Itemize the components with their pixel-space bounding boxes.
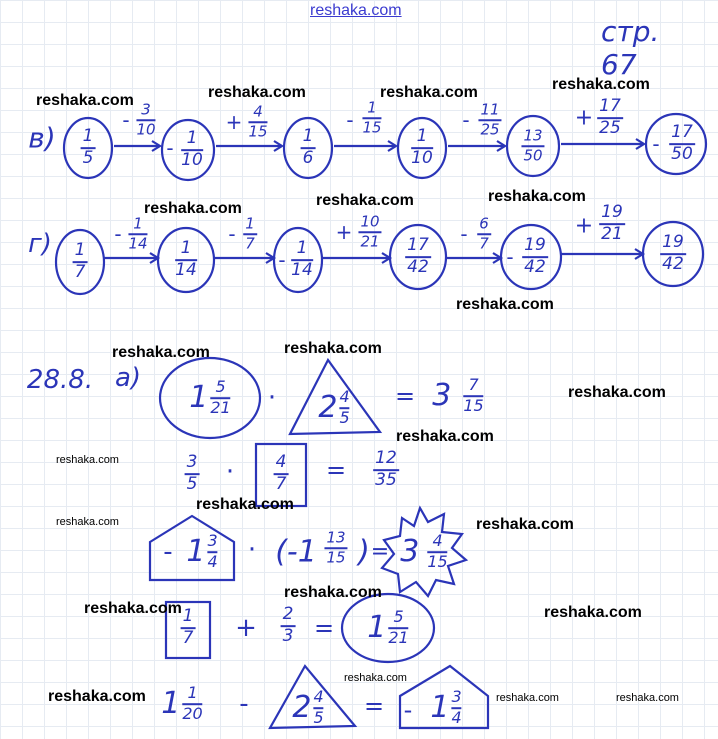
row-g-node-6: 19 42 bbox=[662, 232, 684, 274]
watermark: reshaka.com bbox=[616, 692, 679, 704]
eq3-eq: = bbox=[370, 539, 390, 565]
watermark: reshaka.com bbox=[488, 188, 586, 205]
watermark: reshaka.com bbox=[48, 688, 146, 705]
row-v-node-6-sign: - bbox=[652, 132, 660, 156]
task-part: а) bbox=[114, 363, 142, 393]
watermark: reshaka.com bbox=[568, 384, 666, 401]
eq4-op: + bbox=[235, 613, 257, 643]
watermark: reshaka.com bbox=[456, 296, 554, 313]
eq1-b: 2 4 5 bbox=[318, 387, 350, 427]
eq3-op: · bbox=[247, 535, 257, 565]
eq5-r-sign: - bbox=[403, 696, 413, 724]
row-g-node-4: 17 42 bbox=[407, 235, 429, 277]
eq5-a: 1 1 20 bbox=[161, 683, 203, 723]
eq3-a: 1 3 4 bbox=[186, 531, 218, 571]
eq3-a-sign: - bbox=[163, 537, 173, 567]
watermark: reshaka.com bbox=[380, 84, 478, 101]
row-g-step-4-op: - bbox=[460, 222, 468, 246]
eq3-b-open: (-1 bbox=[275, 534, 317, 570]
row-g-node-2: 1 14 bbox=[175, 238, 197, 280]
row-g-step-2: 1 7 bbox=[245, 214, 255, 252]
eq3-r: 3 4 15 bbox=[400, 531, 448, 571]
row-v-step-4: 11 25 bbox=[480, 100, 500, 138]
row-g-step-3-op: + bbox=[335, 220, 353, 244]
eq3-b-close: ) bbox=[358, 534, 370, 570]
eq5-eq: = bbox=[363, 692, 385, 720]
watermark: reshaka.com bbox=[196, 496, 294, 513]
row-g-step-3: 10 21 bbox=[360, 212, 380, 250]
row-v-node-6: 17 50 bbox=[671, 122, 693, 164]
watermark: reshaka.com bbox=[112, 344, 210, 361]
eq5-b: 2 4 5 bbox=[292, 687, 324, 727]
row-g-node-3-sign: - bbox=[278, 248, 286, 272]
eq2-a: 3 5 bbox=[186, 452, 198, 494]
watermark: reshaka.com bbox=[552, 76, 650, 93]
row-g-step-4: 6 7 bbox=[479, 214, 489, 252]
watermark: reshaka.com bbox=[344, 672, 407, 684]
row-v-step-4-op: - bbox=[462, 108, 470, 132]
row-v-step-2-op: + bbox=[225, 110, 243, 134]
watermark: reshaka.com bbox=[284, 340, 382, 357]
watermark: reshaka.com bbox=[396, 428, 494, 445]
row-g-step-1: 1 14 bbox=[128, 214, 148, 252]
watermark: reshaka.com bbox=[208, 84, 306, 101]
watermark: reshaka.com bbox=[144, 200, 242, 217]
row-v-node-3: 1 6 bbox=[302, 126, 314, 168]
eq5-r: 1 3 4 bbox=[430, 687, 462, 727]
eq1-r: 3 7 15 bbox=[432, 375, 484, 415]
row-v-label: в) bbox=[28, 121, 56, 155]
eq2-eq: = bbox=[325, 456, 347, 484]
watermark: reshaka.com bbox=[476, 516, 574, 533]
eq2-r: 12 35 bbox=[375, 448, 397, 490]
eq4-a: 1 7 bbox=[182, 606, 194, 648]
eq4-r: 1 5 21 bbox=[367, 607, 409, 647]
row-v-node-1: 1 5 bbox=[82, 126, 94, 168]
row-v-step-1-op: - bbox=[122, 108, 130, 132]
row-g-step-5-op: + bbox=[574, 213, 594, 239]
row-v-step-5-op: + bbox=[574, 105, 594, 131]
row-v-node-5: 13 50 bbox=[523, 126, 543, 164]
row-g-label: г) bbox=[28, 229, 52, 259]
site-watermark-top[interactable]: reshaka.com bbox=[310, 2, 402, 19]
watermark: reshaka.com bbox=[84, 600, 182, 617]
row-g-step-1-op: - bbox=[114, 222, 122, 246]
eq2-op: · bbox=[225, 457, 235, 487]
watermark: reshaka.com bbox=[544, 604, 642, 621]
row-v-step-1: 3 10 bbox=[136, 100, 156, 138]
row-v-step-5: 17 25 bbox=[599, 96, 621, 138]
eq4-b: 2 3 bbox=[282, 604, 294, 646]
row-g-node-1: 1 7 bbox=[74, 240, 86, 282]
row-v-node-2: 1 10 bbox=[181, 128, 203, 170]
watermark: reshaka.com bbox=[36, 92, 134, 109]
row-v-step-3: 1 15 bbox=[362, 98, 382, 136]
eq4-eq: = bbox=[313, 614, 335, 642]
row-g-node-5: 19 42 bbox=[524, 235, 546, 277]
row-v-node-4: 1 10 bbox=[411, 126, 433, 168]
page-label: стр. 67 bbox=[601, 15, 660, 81]
row-g-step-5: 19 21 bbox=[601, 202, 623, 244]
row-g-node-5-sign: - bbox=[506, 245, 514, 269]
watermark: reshaka.com bbox=[284, 584, 382, 601]
watermark: reshaka.com bbox=[496, 692, 559, 704]
row-v-step-3-op: - bbox=[346, 108, 354, 132]
eq2-b: 4 7 bbox=[275, 452, 287, 494]
watermark: reshaka.com bbox=[316, 192, 414, 209]
eq1-op: · bbox=[267, 383, 277, 413]
eq5-op: - bbox=[239, 689, 249, 719]
row-g-step-2-op: - bbox=[228, 222, 236, 246]
eq3-b: 13 15 bbox=[326, 528, 346, 566]
watermark: reshaka.com bbox=[56, 516, 119, 528]
eq1-a: 1 5 21 bbox=[189, 377, 231, 417]
task-number: 28.8. bbox=[26, 365, 94, 395]
row-g-node-3: 1 14 bbox=[291, 238, 313, 280]
row-v-step-2: 4 15 bbox=[248, 102, 268, 140]
watermark: reshaka.com bbox=[56, 454, 119, 466]
row-v-node-2-sign: - bbox=[166, 136, 174, 160]
eq1-eq: = bbox=[394, 382, 416, 410]
